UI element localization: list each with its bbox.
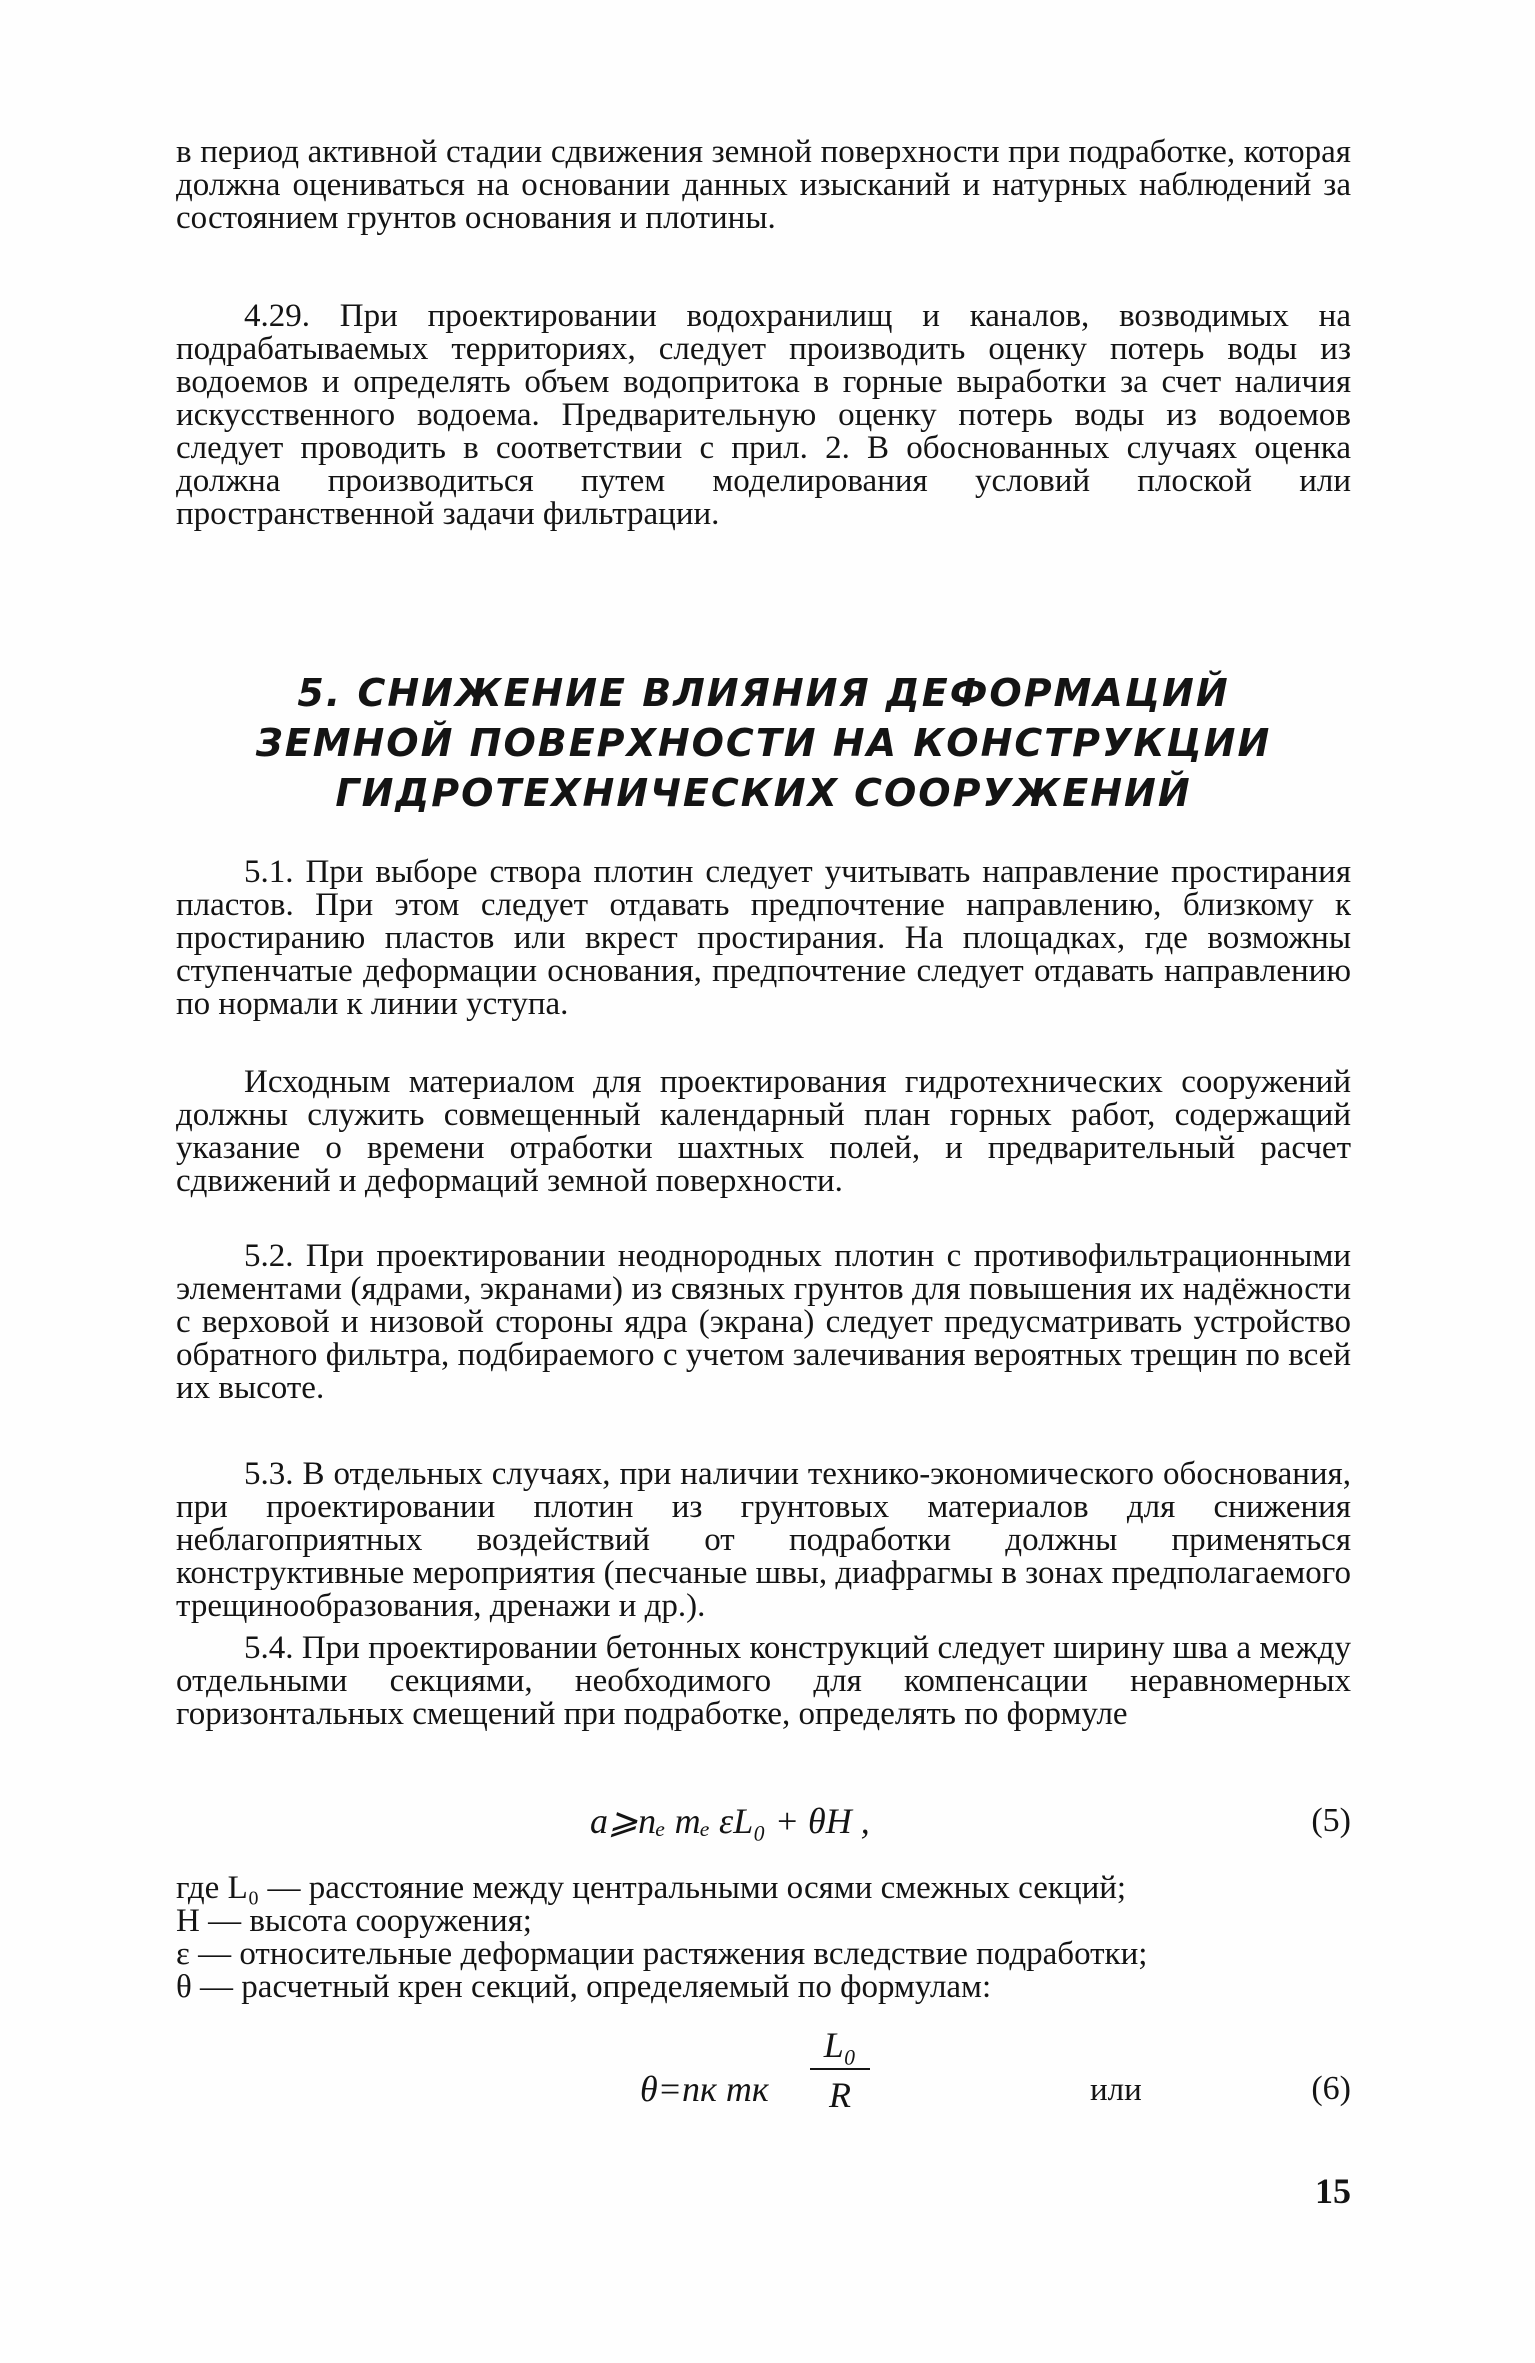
fraction-bar <box>810 2068 870 2070</box>
definition-L0: где L₀ — расстояние между центральными осями смежных секций; <box>176 1870 1127 1906</box>
heading-line-3: ГИДРОТЕХНИЧЕСКИХ СООРУЖЕНИЙ <box>335 771 1192 815</box>
section-heading <box>176 668 1351 818</box>
formula-6-number: (6) <box>1311 2070 1351 2107</box>
paragraph-5-3: 5.3. В отдельных случаях, при наличии технико-экономического обоснования, при проектировании плотин из грунтовых материалов для снижения неблагоприятных воздействий от подработки должны применяться конструктивные мероприятия (песчаные швы, диафрагмы в зонах предполагаемого трещинообразования, дренажи и др.). <box>176 1456 1352 1624</box>
paragraph-5-4: 5.4. При проектировании бетонных конструкций следует ширину шва a между отдельными секциями, необходимого для компенсации неравномерных горизонтальных смещений при подработке, определять по формуле <box>176 1630 1351 1732</box>
fraction-denominator: R <box>829 2075 851 2115</box>
paragraph-5-2: 5.2. При проектировании неоднородных плотин с противофильтрационными элементами (ядрами, экранами) из связных грунтов для повышения их надёжности с верховой и низовой стороны ядра (экрана) следует предусматривать устройство обратного фильтра, подбираемого с учетом залечивания вероятных трещин по всей их высоте. <box>176 1238 1351 1406</box>
definition-H: H — высота сооружения; <box>176 1903 532 1939</box>
paragraph-intro: в период активной стадии сдвижения земной поверхности при подработке, которая должна оцениваться на основании данных изысканий и натурных наблюдений за состоянием грунтов основания и плотины. <box>176 134 1351 236</box>
paragraph-4-29: 4.29. При проектировании водохранилищ и каналов, возводимых на подрабатываемых территориях, следует производить оценку потерь воды из водоемов и определять объем водопритока в горные выработки за счет наличия искусственного водоема. Предварительную оценку потерь воды из водоемов следует проводить в соответствии с прил. 2. В обоснованных случаях оценка должна производиться путем моделирования условий плоской или пространственной задачи фильтрации. <box>176 298 1351 532</box>
definition-epsilon: ε — относительные деформации растяжения вследствие подработки; <box>176 1936 1148 1972</box>
definition-theta: θ — расчетный крен секций, определяемый по формулам: <box>176 1969 992 2005</box>
formula-6-fraction <box>810 2024 870 2124</box>
formula-5: a⩾nₑ mₑ εL₀ + θH , <box>590 1801 870 1841</box>
paragraph-5-1: 5.1. При выборе створа плотин следует учитывать направление простирания пластов. При этом следует отдавать предпочтение направлению, близкому к простиранию пластов или вкрест простирания. На площадках, где возможны ступенчатые деформации основания, предпочтение следует отдавать направлению по нормали к линии уступа. <box>176 854 1351 1022</box>
formula-6-or: или <box>1090 2072 1142 2108</box>
formula-5-number: (5) <box>1311 1802 1351 1839</box>
formula-6-lhs: θ=nк mк <box>640 2069 769 2109</box>
heading-line-2: ЗЕМНОЙ ПОВЕРХНОСТИ НА КОНСТРУКЦИИ <box>255 721 1272 765</box>
page-number: 15 <box>1315 2171 1351 2211</box>
paragraph-5-1-source-material: Исходным материалом для проектирования гидротехнических сооружений должны служить совмещенный календарный план горных работ, содержащий указание о времени отработки шахтных полей, и предварительный расчет сдвижений и деформаций земной поверхности. <box>176 1064 1351 1199</box>
formula-definitions <box>176 1872 1351 2004</box>
fraction-numerator: L₀ <box>823 2025 857 2065</box>
heading-line-1: 5. СНИЖЕНИЕ ВЛИЯНИЯ ДЕФОРМАЦИЙ <box>297 671 1230 715</box>
